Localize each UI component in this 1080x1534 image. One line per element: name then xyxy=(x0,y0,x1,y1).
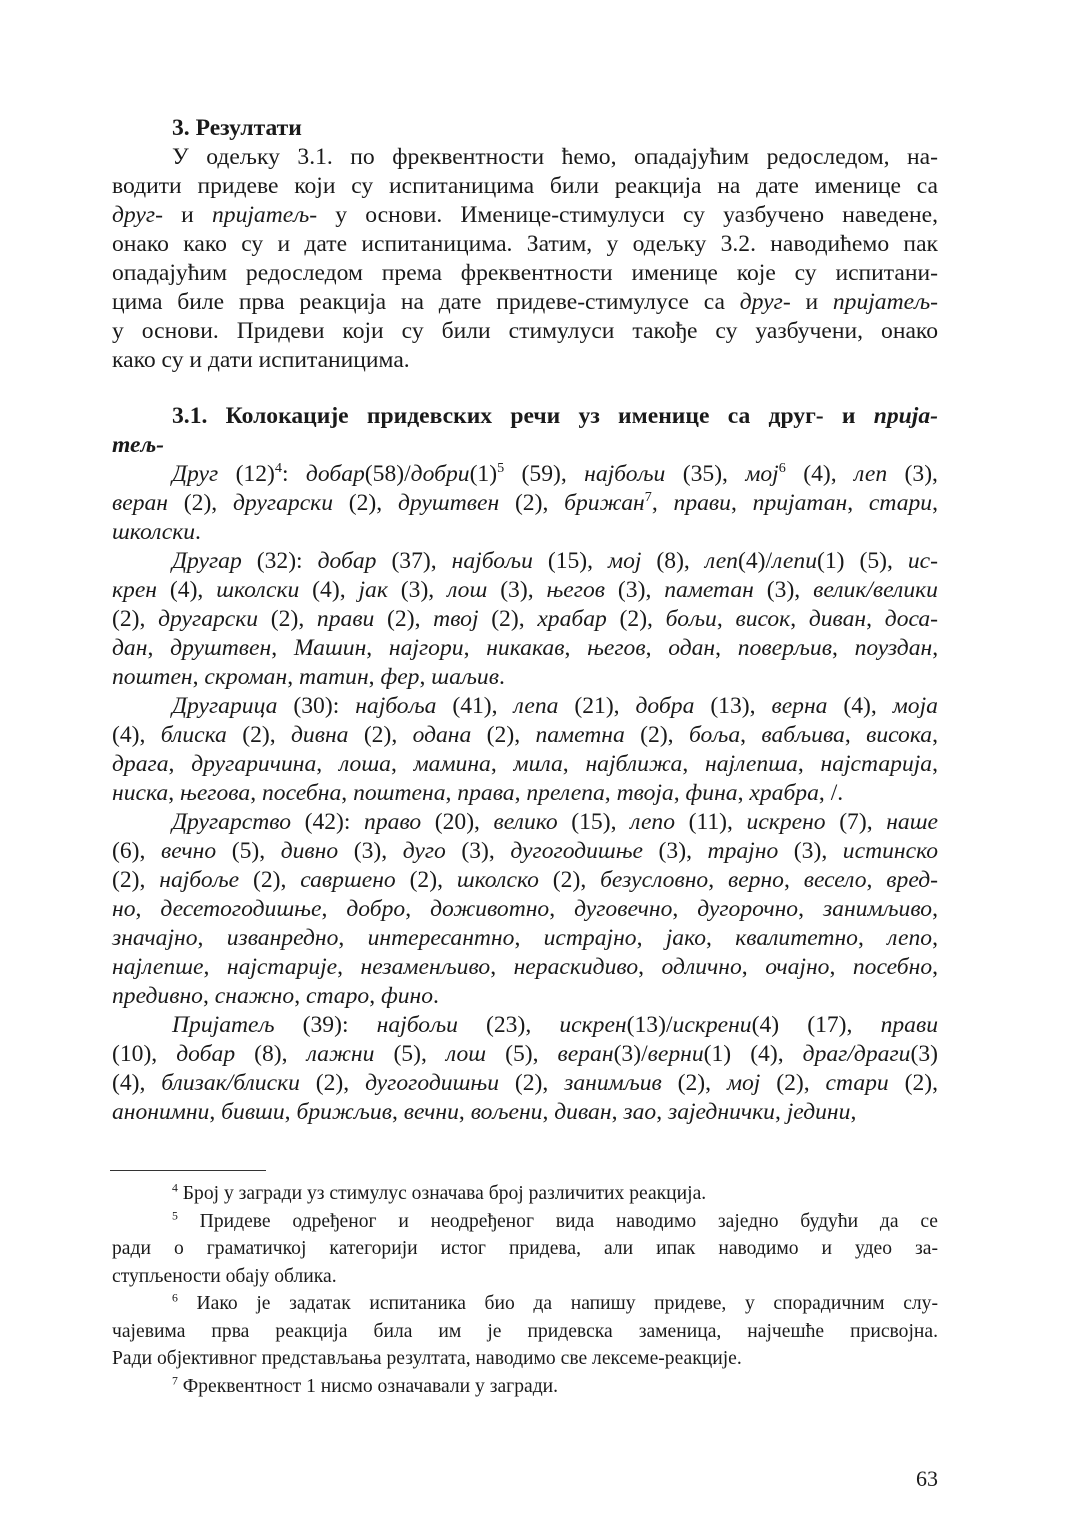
entry-line: крен (4), школски (4), јак (3), лош (3), његов (3), паметан (3), велик/велики xyxy=(112,577,938,603)
footnote-line: $^4$ Број у загради уз стимулус означава број различитих реакција. xyxy=(172,1181,707,1204)
entry-line: поштен, скроман, татин, фер, шаљив. xyxy=(112,664,505,690)
entry-line: (4), близак/блиски (2), дугогодишњи (2), занимљив (2), мој (2), стари (2), xyxy=(112,1070,938,1096)
subsection-heading-cont: тељ- xyxy=(112,432,164,458)
entry-line: дан, друштвен, Машин, најгори, никакав, његов, одан, поверљив, поуздан, xyxy=(112,635,939,661)
entry-line: Другарство (42): право (20), велико (15), лепо (11), искрено (7), наше xyxy=(172,809,938,835)
entry-line: најлепше, најстарије, незаменљиво, нераскидиво, одлично, очајно, посебно, xyxy=(112,954,939,980)
entry-line: веран (2), другарски (2), друштвен (2), брижан$^7$, прави, пријатан, стари, xyxy=(112,489,939,516)
entry-line: Другарица (30): најбоља (41), лепа (21), добра (13), верна (4), моја xyxy=(172,693,938,719)
footnote-line: $^6$ Иако је задатак испитаника био да напишу придеве, у спорадичним слу- xyxy=(172,1291,938,1314)
footnote xyxy=(112,1180,938,1208)
footnote xyxy=(112,1290,938,1373)
entry-line: школски. xyxy=(112,519,201,545)
entry-line: (10), добар (8), лажни (5), лош (5), веран(3)/верни(1) (4), драг/драги(3) xyxy=(112,1041,938,1067)
entry-line: (6), вечно (5), дивно (3), дуго (3), дугогодишње (3), трајно (3), истинско xyxy=(112,838,939,864)
entry-line: предивно, снажно, старо, фино. xyxy=(112,983,439,1009)
entry-paragraph xyxy=(112,1011,938,1127)
footnote-number: 5 xyxy=(172,1208,178,1222)
intro-line: цима биле прва реакција на дате придеве-стимулусе са друг- и пријатељ- xyxy=(112,289,938,315)
subsection-heading-italic: прија- xyxy=(873,403,938,429)
footnote-line: $^7$ Фреквентност 1 нисмо означавали у загради. xyxy=(172,1373,559,1397)
entry-line: (2), другарски (2), прави (2), твој (2), храбар (2), бољи, висок, диван, доса- xyxy=(112,606,939,632)
entry-line: ниска, његова, посебна, поштена, права, прелепа, твоја, фина, храбра, /. xyxy=(112,780,844,806)
intro-line: друг- и пријатељ- у основи. Именице-стимулуси су уазбучено наведене, xyxy=(112,202,938,228)
footnote-number: 4 xyxy=(172,1181,178,1195)
entry-line: Другар (32): добар (37), најбољи (15), мој (8), леп(4)/лепи(1) (5), ис- xyxy=(172,548,938,574)
collocation-entries xyxy=(112,460,938,1127)
footnote-line: ступљености обају облика. xyxy=(112,1265,337,1287)
entry-line: значајно, изванредно, интересантно, истрајно, јако, квалитетно, лепо, xyxy=(112,925,938,951)
entry-paragraph xyxy=(112,692,938,808)
entry-line: Пријатељ (39): најбољи (23), искрен(13)/искрени(4) (17), прави xyxy=(172,1012,938,1038)
intro-line: водити придеве који су испитаницима били реакција на дате именице са xyxy=(112,173,938,199)
footnote-line: $^5$ Придеве одређеног и неодређеног вида наводимо заједно будући да се xyxy=(172,1208,938,1232)
page-body xyxy=(112,114,938,1127)
footnote-number: 7 xyxy=(172,1373,178,1387)
subsection-heading xyxy=(112,402,938,431)
entry-line: Друг $(12)^4$: $добар(58)/добри(1)^5$ (59), најбољи (35), мој$^6$ (4), леп (3), xyxy=(172,460,938,487)
footnote-rule xyxy=(110,1170,266,1171)
entry-line: (2), најбоље (2), савршено (2), школско (2), безусловно, верно, весело, вред- xyxy=(112,867,939,893)
footnote xyxy=(112,1208,938,1291)
page-number: 63 xyxy=(916,1466,938,1491)
entry-line: но, десетогодишње, добро, доживотно, дуговечно, дугорочно, занимљиво, xyxy=(112,896,938,922)
intro-line: како су и дати испитаницима. xyxy=(112,347,410,373)
footnote xyxy=(112,1373,938,1401)
section-heading: 3. Резултати xyxy=(172,115,302,141)
intro-line: у основи. Придеви који су били стимулуси такође су уазбучени, онако xyxy=(112,318,938,344)
subsection-heading-text: 3.1. Колокације придевских речи уз именице са друг- и xyxy=(172,403,874,429)
intro-line: онако како су и дате испитаницима. Затим, у одељку 3.2. наводићемо пак xyxy=(112,231,938,257)
entry-paragraph xyxy=(112,547,938,692)
entry-paragraph xyxy=(112,808,938,1011)
intro-line: У одељку 3.1. по фреквентности ћемо, опадајућим редоследом, на- xyxy=(172,144,938,170)
entry-line: драга, другаричина, лоша, мамина, мила, најближа, најлепша, најстарија, xyxy=(112,751,939,777)
entry-line: анонимни, бивши, брижљив, вечни, вољени, диван, зао, заједнички, једини, xyxy=(112,1099,857,1125)
footnote-line: ради о граматичкој категорији истог придева, али ипак наводимо и удео за- xyxy=(112,1238,938,1259)
footnote-line: чајевима прва реакција била им је придевска заменица, најчешће присвојна. xyxy=(112,1320,938,1342)
footnote-number: 6 xyxy=(172,1291,178,1305)
entry-line: (4), блиска (2), дивна (2), одана (2), паметна (2), боља, вабљива, висока, xyxy=(112,722,938,748)
footnote-line: Ради објективног представљања резултата, наводимо све лексеме-реакције. xyxy=(112,1348,742,1369)
intro-paragraph xyxy=(112,143,938,375)
intro-line: опадајућим редоследом према фреквентности именице које су испитани- xyxy=(112,260,938,286)
entry-paragraph xyxy=(112,460,938,547)
footnotes xyxy=(112,1180,938,1400)
